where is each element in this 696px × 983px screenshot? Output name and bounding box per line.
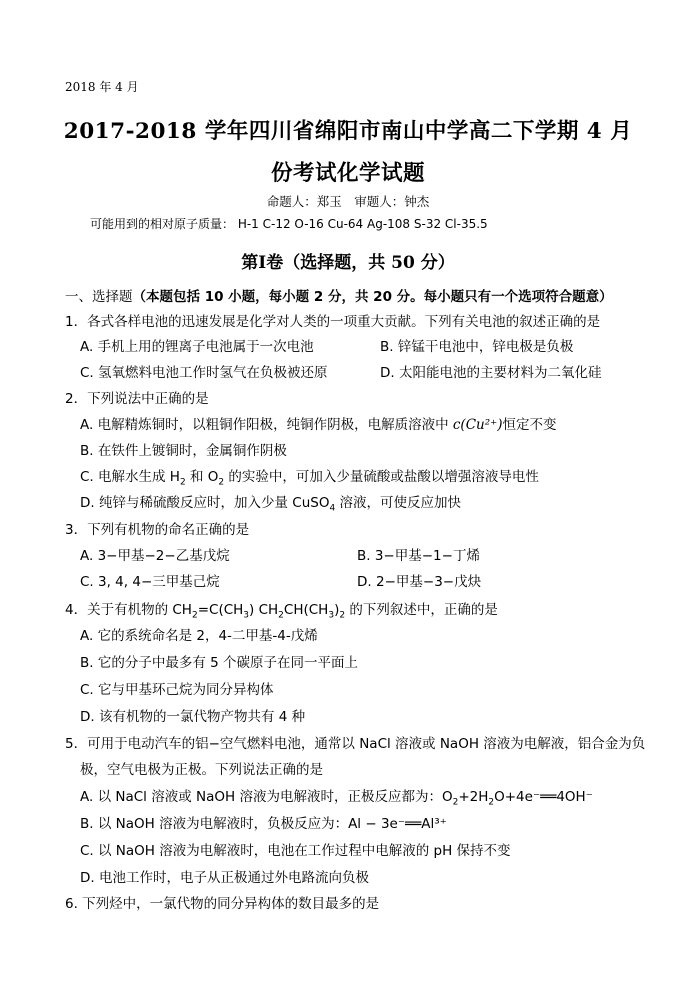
question-4-option-c: C. 它与甲基环己烷为同分异构体 xyxy=(80,682,274,698)
exam-date: 2018 年 4 月 xyxy=(65,80,139,94)
question-1-option-d: D. 太阳能电池的主要材料为二氧化硅 xyxy=(380,365,602,381)
q2a-text-2: 恒定不变 xyxy=(502,417,557,433)
question-4-option-b: B. 它的分子中最多有 5 个碳原子在同一平面上 xyxy=(80,655,359,671)
question-2-option-c xyxy=(80,465,539,488)
question-3-option-d: D. 2−甲基−3−戊炔 xyxy=(357,574,482,590)
q5a-sub-2: 2 xyxy=(488,797,495,808)
exam-title-line1: 2017-2018 学年四川省绵阳市南山中学高二下学期 4 月 xyxy=(63,119,633,144)
question-3-stem: 3．下列有机物的命名正确的是 xyxy=(65,522,250,538)
atomic-masses: 可能用到的相对原子质量： H-1 C-12 O-16 Cu-64 Ag-108 S-32 Cl-35.5 xyxy=(90,217,488,231)
q4-sub-2: 3 xyxy=(243,610,250,621)
q4-sub-5: 2 xyxy=(339,610,346,621)
question-2-option-b: B. 在铁件上镀铜时，金属铜作阴极 xyxy=(80,443,287,459)
q4-text-5: ) xyxy=(334,602,340,618)
exam-title-line2: 份考试化学试题 xyxy=(270,161,425,186)
q5a-text-3: O+4e⁻══4OH⁻ xyxy=(494,789,593,805)
q2a-text-1: A. 电解精炼铜时，以粗铜作阳极，纯铜作阴极，电解质溶液中 xyxy=(80,417,453,433)
q2c-text-1: C. 电解水生成 H xyxy=(80,469,180,485)
q2a-formula: c(Cu²⁺) xyxy=(452,417,503,433)
question-5-option-a xyxy=(80,785,593,808)
question-2-option-d xyxy=(80,491,461,514)
exam-authors: 命题人：郑玉 审题人：钟杰 xyxy=(266,194,430,209)
question-6-stem: 6. 下列烃中，一氯代物的同分异构体的数目最多的是 xyxy=(65,896,380,912)
question-3-option-a: A. 3−甲基−2−乙基戊烷 xyxy=(80,548,230,564)
section-title: 第Ⅰ卷（选择题，共 50 分） xyxy=(241,253,455,273)
q4-sub-3: 2 xyxy=(278,610,284,621)
q4-text-2: =C(CH xyxy=(197,602,244,618)
q4-sub-1: 2 xyxy=(191,610,198,621)
question-5-stem-line2: 极，空气电极为正极。下列说法正确的是 xyxy=(80,762,323,778)
q4-text-1: 4．关于有机物的 CH xyxy=(65,602,192,618)
question-2-stem: 2．下列说法中正确的是 xyxy=(65,391,209,407)
question-3-option-b: B. 3−甲基−1−丁烯 xyxy=(357,548,480,564)
q5a-text-1: A. 以 NaCl 溶液或 NaOH 溶液为电解液时，正极反应都为：O xyxy=(80,789,453,805)
q2d-text-1: D. 纯锌与稀硫酸反应时，加入少量 CuSO xyxy=(80,495,330,511)
part1-note: （本题包括 10 小题，每小题 2 分，共 20 分。每小题只有一个选项符合题意） xyxy=(132,289,613,305)
q2d-sub: 4 xyxy=(329,503,336,514)
q4-sub-4: 3 xyxy=(328,610,335,621)
part1-heading xyxy=(65,285,613,305)
q2c-sub-1: 2 xyxy=(179,477,186,488)
question-4-option-d: D. 该有机物的一氯代物产物共有 4 种 xyxy=(80,709,306,725)
q2c-sub-2: 2 xyxy=(218,477,225,488)
question-5-stem-line1: 5．可用于电动汽车的铝−空气燃料电池，通常以 NaCl 溶液或 NaOH 溶液为电解液，铝合金为负 xyxy=(65,736,646,752)
q2c-text-3: 的实验中，可加入少量硫酸或盐酸以增强溶液导电性 xyxy=(224,469,539,485)
q2c-text-2: 和 O xyxy=(185,469,219,485)
question-5-option-c: C. 以 NaOH 溶液为电解液时，电池在工作过程中电解液的 pH 保持不变 xyxy=(80,843,511,859)
q4-text-6: 的下列叙述中，正确的是 xyxy=(345,602,498,618)
question-4-stem xyxy=(65,598,498,621)
question-1-option-b: B. 锌锰干电池中，锌电极是负极 xyxy=(380,339,574,355)
question-5-option-b: B. 以 NaOH 溶液为电解液时，负极反应为：Al − 3e⁻══Al³⁺ xyxy=(80,816,447,832)
question-5-option-d: D. 电池工作时，电子从正极通过外电路流向负极 xyxy=(80,870,369,886)
question-4-option-a: A. 它的系统命名是 2，4-二甲基-4-戊烯 xyxy=(80,628,318,644)
q2d-text-2: 溶液，可使反应加快 xyxy=(335,495,461,511)
question-3-option-c: C. 3, 4, 4−三甲基己烷 xyxy=(80,574,220,590)
part1-label: 一、选择题 xyxy=(65,289,133,305)
question-2-option-a xyxy=(80,413,557,433)
q5a-text-2: +2H xyxy=(458,789,489,805)
question-1-option-a: A. 手机上用的锂离子电池属于一次电池 xyxy=(80,339,314,355)
question-1-stem: 1．各式各样电池的迅速发展是化学对人类的一项重大贡献。下列有关电池的叙述正确的是 xyxy=(65,314,601,330)
q4-text-4: CH(CH xyxy=(283,602,329,618)
q4-text-3: ) CH xyxy=(249,602,279,618)
q5a-sub-1: 2 xyxy=(452,797,459,808)
question-1-option-c: C. 氢氧燃料电池工作时氢气在负极被还原 xyxy=(80,365,328,381)
